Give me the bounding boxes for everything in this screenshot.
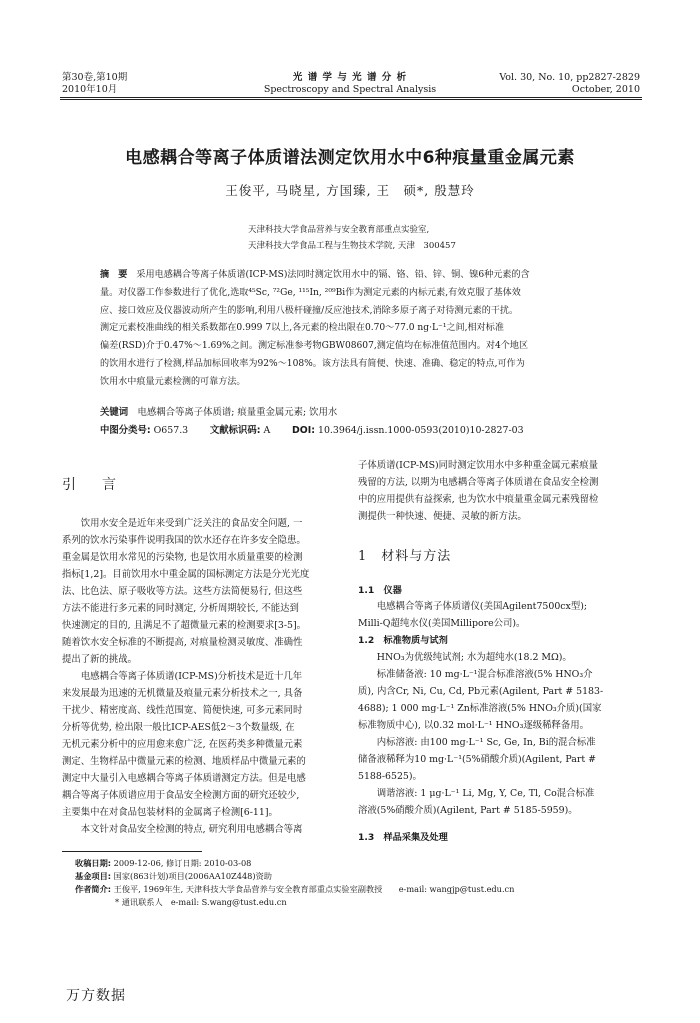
header-volume-en: Vol. 30, No. 10, pp2827-2829 October, 2010 xyxy=(499,72,640,95)
abstract: 摘 要 采用电感耦合等离子体质谱(ICP-MS)法同时测定饮用水中的镉、铬、铅、锌、铜、镍6种元素的含 量。对仪器工作参数进行了优化,选取⁴⁵Sc, ⁷²Ge, ¹¹⁵In, ²⁰⁹Bi作为测定元素的内标元素,有效克服了基体效 应、接口效应及仪器波动所产生的影响,利用八极杆碰撞/反应池技术,消除多原子离子对待测元素的干扰。 测定元素校准曲线的相关系数都在0.999 7以上,各元素的检出限在0.70～77.0 ng·L⁻¹之间,相对标准 偏差(RSD)介于0.47%～1.69%之间。测定标准参考物GBW08607,测定值均在标准值范围内。对4个地区 的饮用水进行了检测,样品加标回收率为92%～108%。该方法具有简便、快速、准确、稳定的特点,可作为 饮用水中痕量元素检测的可靠方法。 xyxy=(100,270,530,387)
abstract-label: 摘 要 xyxy=(100,270,128,280)
watermark: 万方数据 xyxy=(66,988,126,1004)
paper-title: 电感耦合等离子体质谱法测定饮用水中6种痕量重金属元素 xyxy=(125,148,575,168)
header-volume-cn: 第30卷,第10期 2010年10月 xyxy=(62,72,128,95)
subsection-1-2-body: HNO₃为优级纯试剂; 水为超纯水(18.2 MΩ)。 标准储备液: 10 mg·L⁻¹混合标准溶液(5% HNO₃介 质), 内含Cr, Ni, Cu, Cd, Pb元素(Agilent, Part # 5183- 4688); 1 000 mg·L⁻¹ Zn标准溶液(5% HNO₃介质)(国家 标准物质中心), 以0.32 mol·L⁻¹ HNO₃逐级稀释备用。 内标溶液: 由100 mg·L⁻¹ Sc, Ge, In, Bi的混合标准 储备液稀释为10 mg·L⁻¹(5%硝酸介质)(Agilent, Part # 5188-6525)。 调谐溶液: 1 μg·L⁻¹ Li, Mg, Y, Ce, Tl, Co混合标准 溶液(5%硝酸介质)(Agilent, Part # 5185-5959)。 xyxy=(358,652,604,816)
footnotes: 收稿日期: 2009-12-06, 修订日期: 2010-03-08 基金项目: 国家(863计划)项目(2006AA10Z448)资助 作者简介: 王俊平, 1969年生, 天津科技大学食品营养与安全教育部重点实验室副教授 e-mail: wangjp@tust.edu.cn * 通讯联系人 e-mail: S.wang@tust.edu.cn xyxy=(75,858,515,907)
subsection-1-2: 1.2 标准物质与试剂 xyxy=(358,635,448,646)
section-1-heading: 1 材料与方法 xyxy=(358,549,452,564)
affiliation-1: 天津科技大学食品营养与安全教育部重点实验室, xyxy=(248,225,430,235)
subsection-1-3: 1.3 样品采集及处理 xyxy=(358,832,448,843)
subsection-1-1-body: 电感耦合等离子体质谱仪(美国Agilent7500cx型); Milli-Q超纯水仪(美国Millipore公司)。 xyxy=(358,601,588,629)
header-rule-2 xyxy=(60,99,642,100)
subsection-1-1: 1.1 仪器 xyxy=(358,585,402,596)
keywords: 关键词 电感耦合等离子体质谱; 痕量重金属元素; 饮用水 xyxy=(100,407,338,418)
affiliation-2: 天津科技大学食品工程与生物技术学院, 天津 300457 xyxy=(248,241,456,251)
header-rule xyxy=(60,97,642,98)
authors: 王俊平, 马晓星, 方国臻, 王 硕*, 殷慧玲 xyxy=(225,183,475,198)
header-journal: 光 谱 学 与 光 谱 分 析 Spectroscopy and Spectral Analysis xyxy=(263,72,437,95)
intro-paragraph-1: 饮用水安全是近年来受到广泛关注的食品安全问题, 一 系列的饮水污染事件说明我国的饮水还存在许多安全隐患。 重金属是饮用水常见的污染物, 也是饮用水质量重要的检测 指标[1,2]。目前饮用水中重金属的国标测定方法是分光光度 法、比色法、原子吸收等方法。这些方法简便易行, 但这些 方法不能进行多元素的同时测定, 分析周期较长, 不能达到 快速测定的目的, 且满足不了超微量元素的检测要求[3-5]。 随着饮水安全标准的不断提高, 对痕量检测灵敏度、准确性 提出了新的挑战。 电感耦合等离子体质谱(ICP-MS)分析技术是近十几年 来发展最为迅速的无机微量及痕量元素分析技术之一, 具备 干扰少、精密度高、线性范围宽、简便快速, 可多元素同时 分析等优势, 检出限一般比ICP-AES低2～3个数量级, 在 无机元素分析中的应用愈来愈广泛, 在医药类多种微量元素 测定、生物样品中微量元素的检测、地质样品中微量元素的 测定中大量引入电感耦合等离子体质谱测定方法。但是电感 耦合等离子体质谱应用于食品安全检测方面的研究还较少, 主要集中在对食品包装材料的金属离子检测[6-11]。 本文针对食品安全检测的特点, 研究利用电感耦合等离 xyxy=(62,518,310,835)
footnote-rule xyxy=(62,851,202,852)
intro-heading: 引 言 xyxy=(62,477,122,493)
classification: 中图分类号: O657.3 文献标识码: A DOI: 10.3964/j.issn.1000-0593(2010)10-2827-03 xyxy=(100,425,524,436)
right-column-continuation: 子体质谱(ICP-MS)同时测定饮用水中多种重金属元素痕量 残留的方法, 以期为电感耦合等离子体质谱在食品安全检测 中的应用提供有益探索, 也为饮水中痕量重金属元素残留检 测提供一种快速、便捷、灵敏的新方法。 xyxy=(358,460,599,522)
